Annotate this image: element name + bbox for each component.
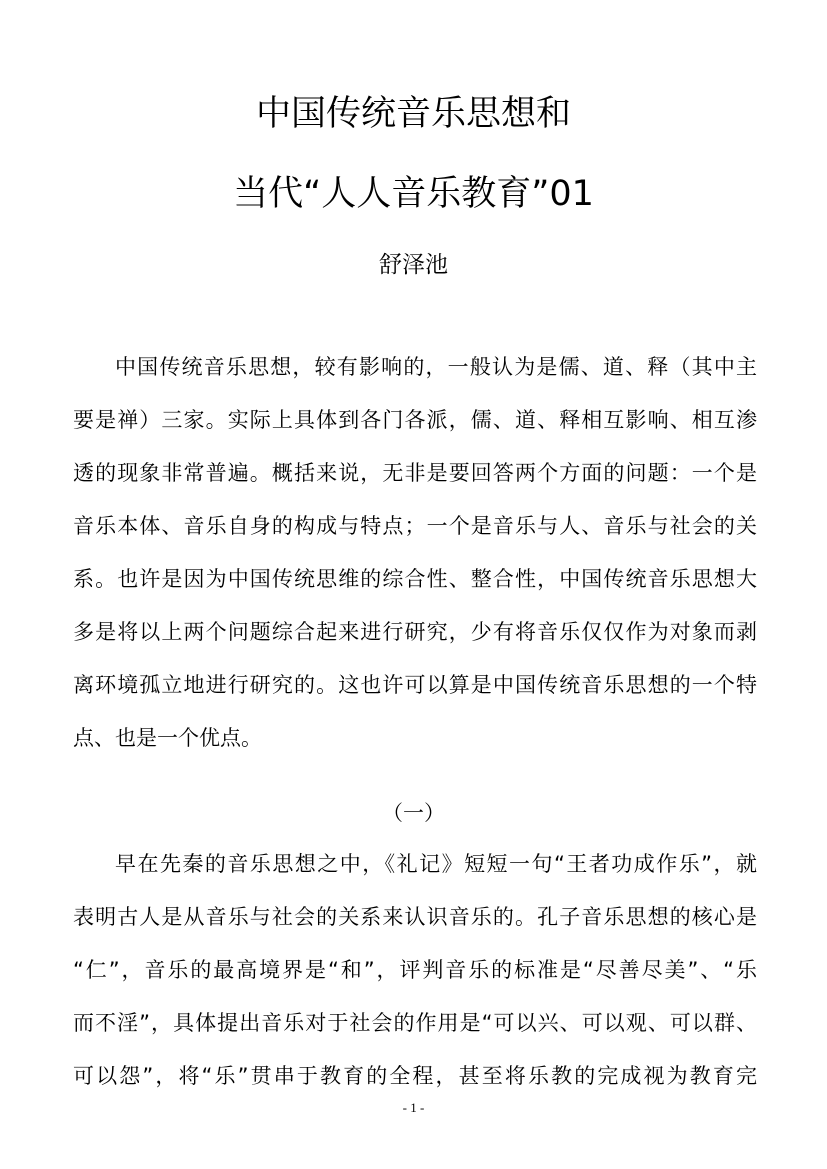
paragraph-line: 点、也是一个优点。 <box>73 726 262 750</box>
paragraph-section-1 <box>73 838 757 1103</box>
paragraph-intro <box>73 341 757 765</box>
paragraph-line: 透的现象非常普遍。概括来说，无非是要回答两个方面的问题：一个是 <box>73 461 757 485</box>
paragraph-line: 离环境孤立地进行研究的。这也许可以算是中国传统音乐思想的一个特 <box>73 673 757 697</box>
paragraph-line: 中国传统音乐思想，较有影响的，一般认为是儒、道、释（其中主 <box>115 355 757 379</box>
paragraph-line: 多是将以上两个问题综合起来进行研究，少有将音乐仅仅作为对象而剥 <box>73 620 757 644</box>
paragraph-line: 系。也许是因为中国传统思维的综合性、整合性，中国传统音乐思想大 <box>73 567 757 591</box>
paragraph-line: 可以怨”，将“乐”贯串于教育的全程，甚至将乐教的完成视为教育完 <box>73 1064 757 1088</box>
title-line-2: 当代“人人音乐教育”01 <box>233 174 594 214</box>
paragraph-line: 早在先秦的音乐思想之中，《礼记》短短一句“王者功成作乐”，就 <box>115 852 757 876</box>
author-name: 舒泽池 <box>379 252 448 278</box>
paragraph-line: 而不淫”，具体提出音乐对于社会的作用是“可以兴、可以观、可以群、 <box>73 1011 757 1035</box>
section-heading: （一） <box>382 801 445 825</box>
page-number: - 1 - <box>402 1100 425 1115</box>
paragraph-line: “仁”，音乐的最高境界是“和”，评判音乐的标准是“尽善尽美”、“乐 <box>73 958 757 982</box>
paragraph-line: 要是禅）三家。实际上具体到各门各派，儒、道、释相互影响、相互渗 <box>73 408 757 432</box>
title-line-1: 中国传统音乐思想和 <box>255 94 571 134</box>
paragraph-line: 表明古人是从音乐与社会的关系来认识音乐的。孔子音乐思想的核心是 <box>73 905 757 929</box>
paragraph-line: 音乐本体、音乐自身的构成与特点；一个是音乐与人、音乐与社会的关 <box>73 514 757 538</box>
